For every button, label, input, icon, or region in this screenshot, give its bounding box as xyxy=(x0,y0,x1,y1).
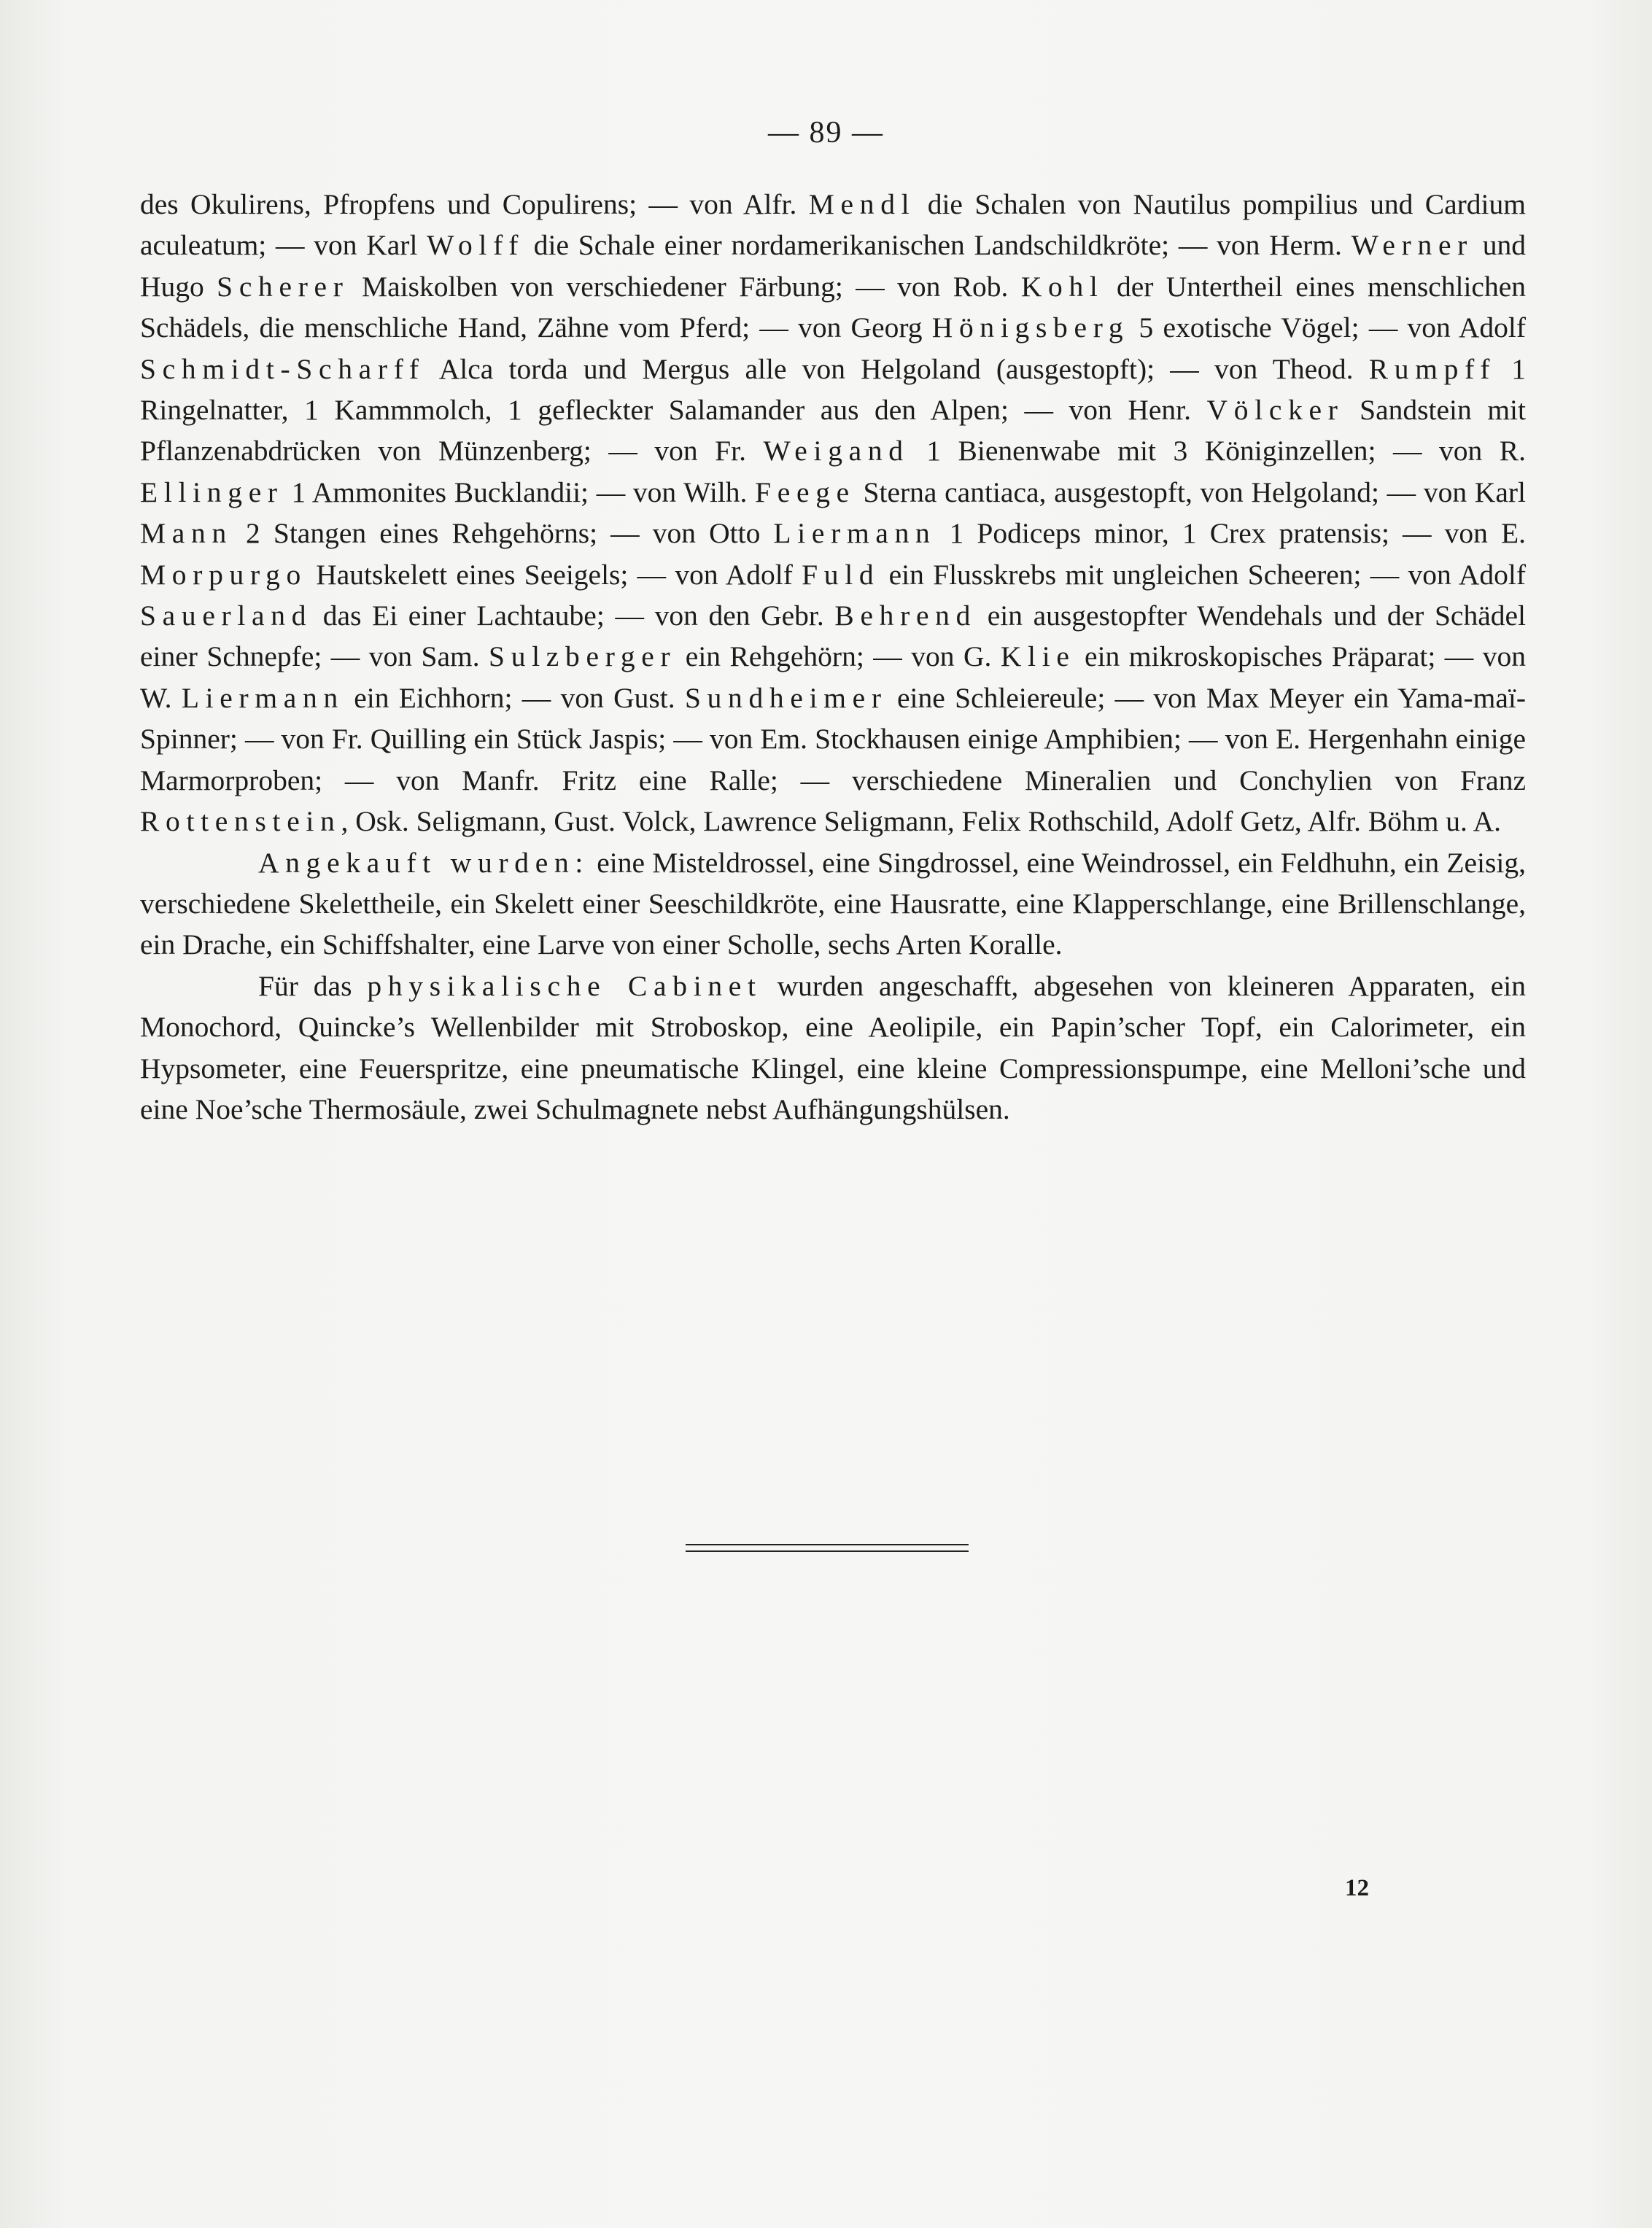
text-run: 1 Ammonites Bucklandii; — von Wilh. xyxy=(283,476,756,508)
spaced-name: Rumpff xyxy=(1368,352,1497,385)
spaced-name: Hönigsberg xyxy=(931,311,1130,344)
spaced-name: Ellinger xyxy=(140,476,284,508)
spaced-name: Feege xyxy=(755,476,856,508)
spaced-name: Liermann xyxy=(181,681,344,714)
text-run: 1 Ringelnatter, 1 Kammmolch, 1 gefleckter Salamander aus den Alpen; — von Henr. xyxy=(140,352,1526,427)
signature-mark: 12 xyxy=(1345,1875,1369,1901)
text-run: Sandstein mit Pflanzenabdrücken von Münzenberg; — von Fr. xyxy=(140,394,1526,467)
text-run: wurden angeschafft, abgesehen von kleineren Apparaten, ein Monochord, Quincke’s Wellenbilder mit Stroboskop, eine Aeolipile, ein Papin’scher Topf, ein Calorimeter, ein Hypsometer, eine Feuerspritze, eine pneumatische Klingel, eine kleine Compressionspumpe, eine Melloni’sche und eine Noe’sche Thermosäule, zwei Schulmagnete nebst Aufhängungshülsen. xyxy=(140,969,1526,1125)
spaced-name: physikalische Cabinet xyxy=(367,969,762,1002)
donations-paragraph xyxy=(140,184,1526,842)
text-run: ein ausgestopfter Wendehals und der Schädel einer Schnepfe; — von Sam. xyxy=(140,599,1526,673)
text-run: ein mikroskopisches Präparat; — von W. xyxy=(140,640,1526,714)
text-run: Für das xyxy=(258,969,368,1002)
spaced-name: Völcker xyxy=(1206,394,1344,427)
section-divider xyxy=(686,1544,969,1552)
spaced-name: Sulzberger xyxy=(489,640,677,673)
spaced-name: Sundheimer xyxy=(684,681,888,714)
text-run: eine Schleiereule; — von Max Meyer ein Yama-maï-Spinner; — von Fr. Quilling ein Stück Jaspis; — von Em. Stockhausen einige Amphibien; — von E. Hergenhahn einige Marmorproben; — von Manfr. Fritz eine Ralle; — verschiedene Mineralien und Conchylien von Franz xyxy=(140,681,1526,796)
text-run: ein Eichhorn; — von Gust. xyxy=(344,681,685,714)
spaced-name: Weigand xyxy=(763,435,910,467)
text-run: , Osk. Seligmann, Gust. Volck, Lawrence Seligmann, Felix Rothschild, Adolf Getz, Alfr. Böhm u. A. xyxy=(341,805,1502,838)
text-run: eine Misteldrossel, eine Singdrossel, eine Weindrossel, ein Feldhuhn, ein Zeisig, verschiedene Skelettheile, ein Skelett einer Seeschildkröte, eine Hausratte, eine Klapperschlange, eine Brillenschlange, ein Drache, ein Schiffshalter, eine Larve von einer Scholle, sechs Arten Koralle. xyxy=(140,846,1526,961)
text-run: 5 exotische Vögel; — von Adolf xyxy=(1129,311,1526,344)
spaced-name: Behrend xyxy=(834,599,977,632)
spaced-name: Liermann xyxy=(773,517,936,550)
physics-cabinet-paragraph xyxy=(140,966,1526,1130)
text-run: Alca torda und Mergus alle von Helgoland (ausgestopft); — von Theod. xyxy=(424,352,1369,385)
text-run: die Schalen von Nautilus pompilius und Cardium aculeatum; — von Karl xyxy=(140,188,1526,262)
spaced-name: Schmidt-Scharff xyxy=(140,352,425,385)
spaced-name: Fuld xyxy=(802,558,880,591)
purchases-paragraph xyxy=(140,842,1526,966)
spaced-name: Wolff xyxy=(427,229,525,262)
text-run: Hautskelett eines Seeigels; — von Adolf xyxy=(307,558,802,591)
spaced-name: Sauerland xyxy=(140,599,313,632)
text-run: und Hugo xyxy=(140,229,1526,303)
spaced-name: Mann xyxy=(140,517,233,550)
spaced-name: Scherer xyxy=(217,270,349,303)
text-run: ein Rehgehörn; — von G. xyxy=(676,640,1001,673)
main-text xyxy=(140,184,1526,1130)
spaced-name: Klie xyxy=(1000,640,1076,673)
spaced-name: Rottenstein xyxy=(140,805,341,838)
text-run: Maiskolben von verschiedener Färbung; — von Rob. xyxy=(349,270,1021,303)
text-run: Sterna cantiaca, ausgestopft, von Helgoland; — von Karl xyxy=(855,476,1526,508)
text-run: 1 Podiceps minor, 1 Crex pratensis; — von E. xyxy=(936,517,1526,550)
text-run: die Schale einer nordamerikanischen Landschildkröte; — von Herm. xyxy=(524,229,1352,262)
text-run: 2 Stangen eines Rehgehörns; — von Otto xyxy=(232,517,774,550)
spaced-name: Angekauft wurden: xyxy=(258,846,590,879)
spaced-name: Kohl xyxy=(1020,270,1104,303)
spaced-name: Mendl xyxy=(808,188,916,220)
page-number: — 89 — xyxy=(768,116,884,150)
text-run: des Okulirens, Pfropfens und Copulirens; — von Alfr. xyxy=(140,188,809,220)
text-run: 1 Bienenwabe mit 3 Königinzellen; — von R. xyxy=(909,435,1526,467)
spaced-name: Morpurgo xyxy=(140,558,307,591)
spaced-name: Werner xyxy=(1351,229,1474,262)
text-run: das Ei einer Lachtaube; — von den Gebr. xyxy=(312,599,835,632)
text-run: der Untertheil eines menschlichen Schädels, die menschliche Hand, Zähne vom Pferd; — von Georg xyxy=(140,270,1526,344)
text-run: ein Flusskrebs mit ungleichen Scheeren; — von Adolf xyxy=(880,558,1527,591)
